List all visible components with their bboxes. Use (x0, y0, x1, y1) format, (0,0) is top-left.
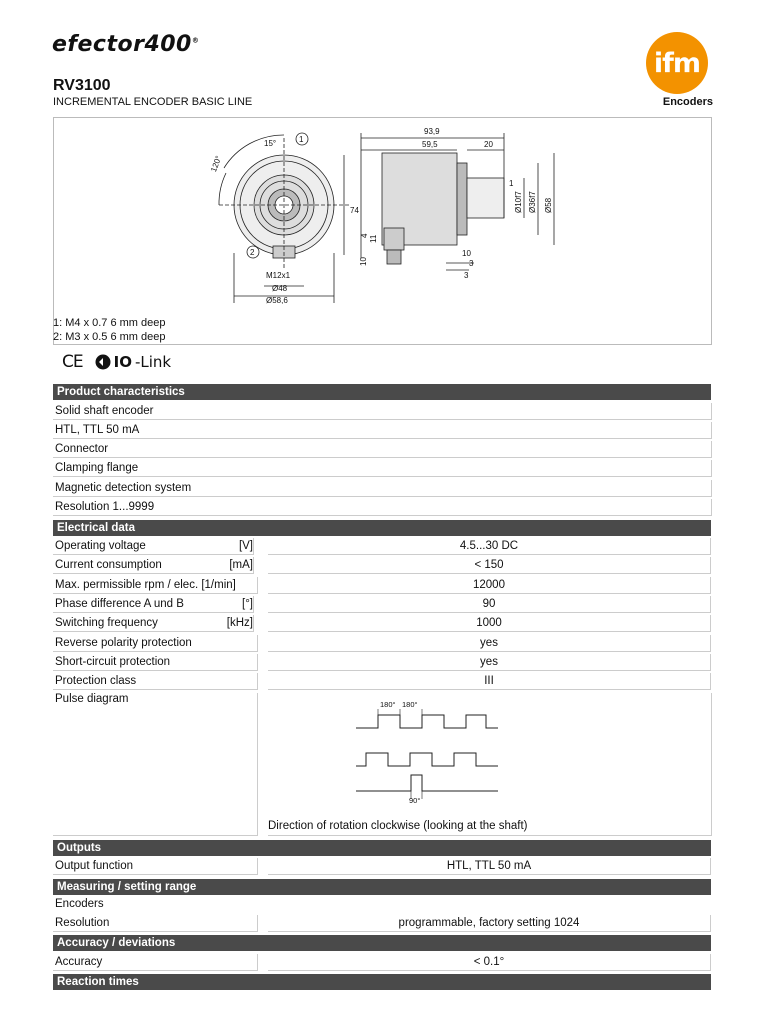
table-row (53, 538, 711, 555)
row-label: Short-circuit protection (53, 654, 258, 671)
table-row (53, 896, 711, 913)
product-item-label: Magnetic detection system (53, 480, 712, 497)
io-link-logo (95, 353, 171, 371)
row-label: Resolution (53, 915, 258, 932)
product-item (53, 441, 711, 458)
callout-1: 1 (299, 135, 304, 144)
section-product-characteristics: Product characteristics (53, 384, 711, 400)
row-value: < 150 (268, 557, 711, 574)
table-row (53, 596, 711, 613)
subheading-encoders: Encoders (55, 898, 104, 910)
drawing-note-2: 2: M3 x 0.5 6 mm deep (53, 331, 166, 343)
section-electrical-data: Electrical data (53, 520, 711, 536)
dim-1: 1 (509, 179, 514, 188)
product-item (53, 403, 711, 420)
product-item-label: Solid shaft encoder (53, 403, 712, 420)
pulse-diagram-box (268, 693, 712, 836)
dim-20: 20 (484, 140, 493, 149)
table-row (53, 557, 711, 574)
table-row (53, 673, 711, 690)
dim-15deg: 15° (264, 139, 277, 148)
ifm-logo-text: ifm (653, 47, 701, 79)
registered-mark: ® (191, 36, 200, 45)
row-value: 1000 (268, 615, 711, 632)
product-item-label: Connector (53, 441, 712, 458)
row-label: Switching frequency (53, 615, 253, 632)
efector-logo (52, 32, 199, 57)
dim-4: 4 (360, 233, 369, 238)
dim-58: Ø58 (544, 197, 553, 213)
section-outputs: Outputs (53, 840, 711, 856)
row-unit: [°] (203, 596, 254, 613)
row-label: Accuracy (53, 954, 258, 971)
dimension-drawing-box (53, 117, 712, 345)
row-value: 12000 (268, 577, 711, 594)
dim-11: 11 (369, 234, 378, 243)
callout-2: 2 (250, 248, 255, 257)
section-reaction-times: Reaction times (53, 974, 711, 990)
certification-logos (62, 352, 171, 372)
product-category: Encoders (662, 96, 713, 108)
section-accuracy: Accuracy / deviations (53, 935, 711, 951)
row-value: < 0.1° (268, 954, 711, 971)
io-link-link: -Link (134, 353, 172, 371)
table-row (53, 654, 711, 671)
row-value: yes (268, 635, 711, 652)
product-subtitle: INCREMENTAL ENCODER BASIC LINE (53, 96, 253, 108)
dim-10f7: Ø10f7 (514, 191, 523, 213)
io-link-icon (95, 354, 111, 370)
row-unit: [mA] (203, 557, 254, 574)
ifm-logo (646, 32, 708, 94)
row-unit: [kHz] (203, 615, 254, 632)
drawing-note-1: 1: M4 x 0.7 6 mm deep (53, 317, 166, 329)
dimension-drawing (54, 118, 711, 344)
pulse-diagram-label: Pulse diagram (53, 693, 258, 836)
product-item-label: Resolution 1...9999 (53, 499, 712, 516)
dim-3b: 3 (464, 271, 469, 280)
dim-m12: M12x1 (266, 271, 291, 280)
row-value: yes (268, 654, 711, 671)
dim-58-6: Ø58,6 (266, 296, 288, 305)
pulse-angle-2: 180° (402, 700, 418, 709)
section-measuring-range: Measuring / setting range (53, 879, 711, 895)
table-row (53, 635, 711, 652)
table-row (53, 615, 711, 632)
dim-10-horizontal: 10 (462, 249, 471, 258)
dim-48: Ø48 (272, 284, 288, 293)
dim-93-9: 93,9 (424, 127, 440, 136)
io-link-io: IO (113, 353, 132, 371)
pulse-angle-3: 90° (409, 796, 421, 805)
row-label: Protection class (53, 673, 258, 690)
row-label: Output function (53, 858, 258, 875)
row-value: programmable, factory setting 1024 (268, 915, 711, 932)
dim-74: 74 (350, 206, 359, 215)
dim-10-vertical: 10 (359, 257, 368, 266)
table-row (53, 577, 711, 594)
brand-number: 400 (144, 32, 192, 57)
row-value: 90 (268, 596, 711, 613)
product-item (53, 480, 711, 497)
row-label: Reverse polarity protection (53, 635, 258, 652)
row-value: HTL, TTL 50 mA (268, 858, 711, 875)
row-label: Phase difference A und B (53, 596, 253, 613)
row-value: III (268, 673, 711, 690)
row-label: Max. permissible rpm / elec. [1/min] (53, 577, 258, 594)
row-label: Current consumption (53, 557, 253, 574)
pulse-diagram-caption: Direction of rotation clockwise (looking at the shaft) (268, 820, 528, 832)
pulse-diagram (268, 693, 711, 813)
dim-59-5: 59,5 (422, 140, 438, 149)
product-item-label: Clamping flange (53, 460, 712, 477)
product-item-label: HTL, TTL 50 mA (53, 422, 712, 439)
table-row (53, 915, 711, 932)
row-value: 4.5...30 DC (268, 538, 711, 555)
row-unit: [V] (203, 538, 254, 555)
product-item (53, 499, 711, 516)
dim-120deg: 120° (209, 154, 224, 174)
table-row (53, 954, 711, 971)
product-item (53, 460, 711, 477)
dim-3a: 3 (469, 259, 474, 268)
dim-36f7: Ø36f7 (528, 191, 537, 213)
product-title: RV3100 (53, 77, 111, 94)
pulse-angle-1: 180° (380, 700, 396, 709)
product-item (53, 422, 711, 439)
brand-name: efector (52, 32, 145, 57)
row-label: Operating voltage (53, 538, 253, 555)
table-row (53, 858, 711, 875)
ce-mark: CE (62, 352, 83, 372)
